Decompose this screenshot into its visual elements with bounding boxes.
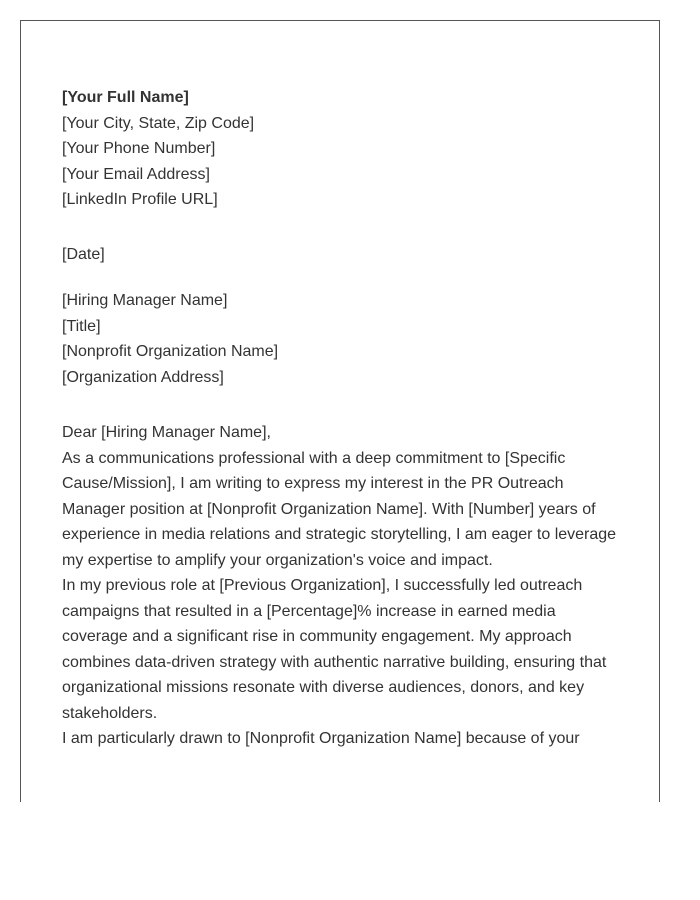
paragraph-line: coverage and a significant rise in community engagement. My approach bbox=[62, 628, 572, 645]
sender-linkedin: [LinkedIn Profile URL] bbox=[62, 191, 218, 208]
recipient-name: [Hiring Manager Name] bbox=[62, 292, 228, 309]
paragraph-line: combines data-driven strategy with authentic narrative building, ensuring that bbox=[62, 653, 607, 671]
paragraph-line: As a communications professional with a deep commitment to [Specific bbox=[62, 449, 566, 467]
salutation: Dear [Hiring Manager Name], bbox=[62, 424, 271, 441]
sender-email: [Your Email Address] bbox=[62, 165, 210, 183]
date-block bbox=[62, 242, 622, 268]
paragraph-line: campaigns that resulted in a [Percentage]% increase in earned media bbox=[62, 602, 556, 620]
salutation-block bbox=[62, 420, 622, 446]
paragraph-line: organizational missions resonate with diverse audiences, donors, and key bbox=[62, 679, 585, 696]
paragraph-line: In my previous role at [Previous Organization], I successfully led outreach bbox=[62, 577, 583, 594]
sender-city-state-zip: [Your City, State, Zip Code] bbox=[62, 114, 255, 132]
recipient-organization: [Nonprofit Organization Name] bbox=[62, 343, 279, 360]
body-paragraph-1 bbox=[62, 446, 622, 574]
letter-date: [Date] bbox=[62, 245, 105, 263]
letter-page bbox=[20, 20, 660, 802]
recipient-title: [Title] bbox=[62, 317, 101, 335]
recipient-block bbox=[62, 288, 622, 390]
paragraph-line: experience in media relations and strategic storytelling, I am eager to leverage bbox=[62, 526, 617, 543]
paragraph-line: stakeholders. bbox=[62, 704, 158, 722]
recipient-address: [Organization Address] bbox=[62, 368, 224, 386]
sender-block bbox=[62, 85, 622, 213]
paragraph-line: my expertise to amplify your organization's voice and impact. bbox=[62, 551, 493, 569]
sender-name: [Your Full Name] bbox=[62, 89, 189, 106]
sender-phone: [Your Phone Number] bbox=[62, 140, 216, 157]
paragraph-line: Manager position at [Nonprofit Organization Name]. With [Number] years of bbox=[62, 500, 596, 518]
body-paragraph-2 bbox=[62, 573, 622, 726]
cover-letter bbox=[62, 85, 622, 752]
paragraph-line: I am particularly drawn to [Nonprofit Organization Name] because of your bbox=[62, 730, 580, 747]
body-paragraph-3 bbox=[62, 726, 622, 752]
paragraph-line: Cause/Mission], I am writing to express my interest in the PR Outreach bbox=[62, 475, 564, 492]
